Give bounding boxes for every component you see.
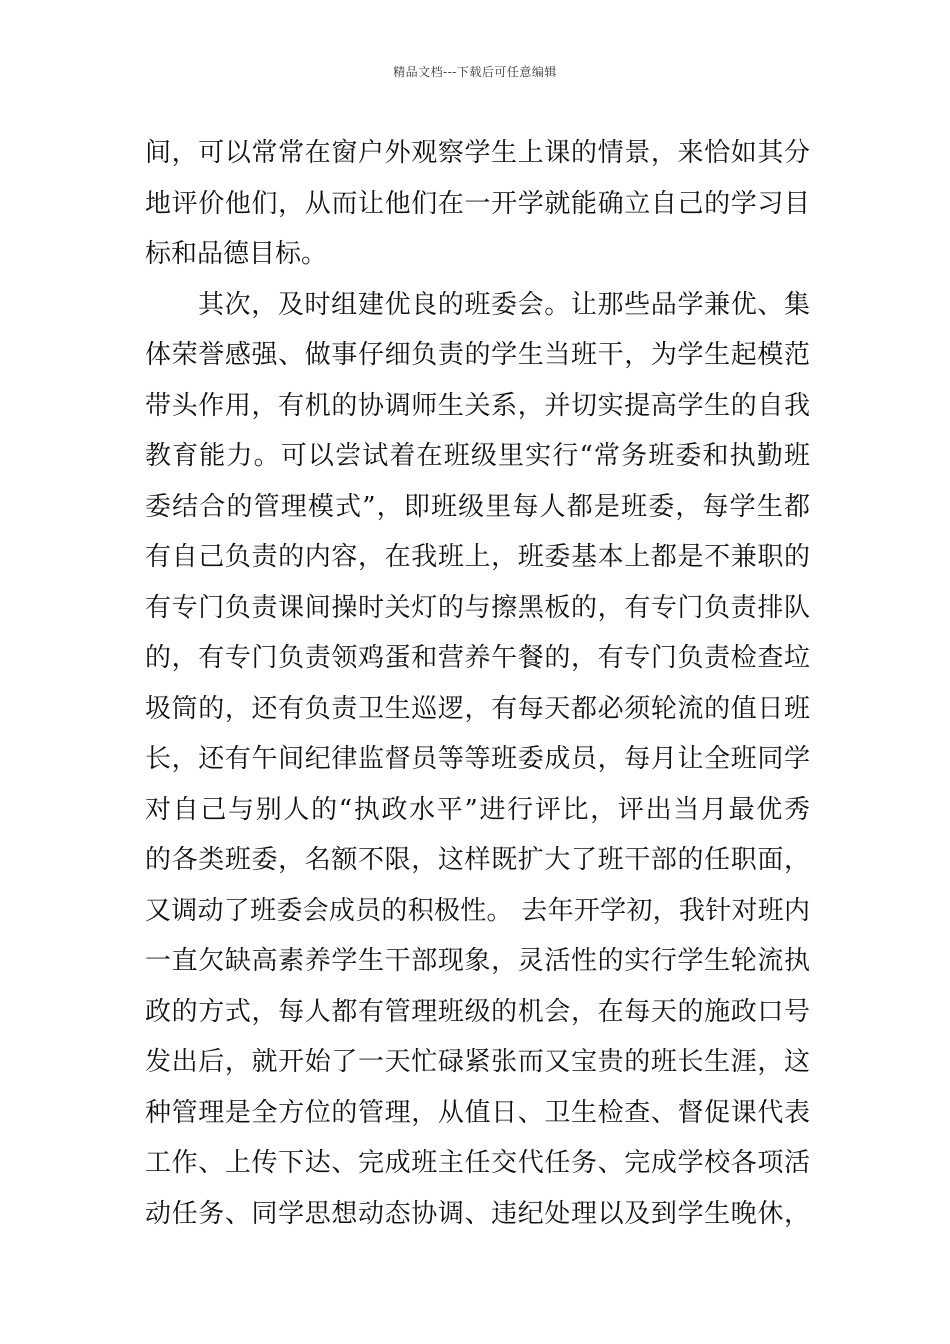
text-line: 政的方式，每人都有管理班级的机会，在每天的施政口号 bbox=[145, 996, 810, 1027]
text-line: 种管理是全方位的管理，从值日、卫生检查、督促课代表 bbox=[145, 1097, 810, 1128]
text-line: 其次，及时组建优良的班委会。让那些品学兼优、集 bbox=[198, 289, 810, 320]
text-line: 工作、上传下达、完成班主任交代任务、完成学校各项活 bbox=[145, 1148, 810, 1178]
text-line: 有自己负责的内容，在我班上，班委基本上都是不兼职的 bbox=[145, 542, 810, 572]
text-line: 圾筒的，还有负责卫生巡逻，有每天都必须轮流的值日班 bbox=[145, 693, 810, 724]
text-line: 地评价他们，从而让他们在一开学就能确立自己的学习目 bbox=[145, 188, 810, 219]
paragraph-1 bbox=[145, 128, 810, 280]
text-line: 有专门负责课间操时关灯的与擦黑板的，有专门负责排队 bbox=[145, 592, 810, 623]
text-line: 长，还有午间纪律监督员等等班委成员，每月让全班同学 bbox=[145, 744, 810, 774]
text-line: 间，可以常常在窗户外观察学生上课的情景，来恰如其分 bbox=[145, 138, 810, 168]
text-line: 标和品德目标。 bbox=[145, 239, 328, 269]
text-line: 的，有专门负责领鸡蛋和营养午餐的，有专门负责检查垃 bbox=[145, 643, 810, 673]
text-line: 的各类班委，名额不限，这样既扩大了班干部的任职面， bbox=[145, 845, 810, 875]
page-header: 精品文档---下载后可任意编辑 bbox=[393, 65, 557, 79]
text-line: 带头作用，有机的协调师生关系，并切实提高学生的自我 bbox=[145, 390, 810, 421]
text-line: 动任务、同学思想动态协调、违纪处理以及到学生晚休， bbox=[145, 1198, 810, 1229]
text-line bbox=[145, 1290, 810, 1341]
text-line: 对自己与别人的“执政水平”进行评比，评出当月最优秀 bbox=[145, 794, 810, 825]
text-line: 又调动了班委会成员的积极性。 去年开学初，我针对班内 bbox=[145, 895, 810, 926]
document-body bbox=[145, 128, 810, 1340]
text-line bbox=[145, 1239, 810, 1290]
text-line: 发出后，就开始了一天忙碌紧张而又宝贵的班长生涯，这 bbox=[145, 1047, 810, 1077]
paragraph-2 bbox=[145, 280, 810, 1341]
text-line: 委结合的管理模式”，即班级里每人都是班委，每学生都 bbox=[145, 491, 810, 522]
text-line: 一直欠缺高素养学生干部现象，灵活性的实行学生轮流执 bbox=[145, 946, 810, 976]
text-line: 教育能力。可以尝试着在班级里实行“常务班委和执勤班 bbox=[145, 441, 810, 471]
text-line: 体荣誉感强、做事仔细负责的学生当班干，为学生起模范 bbox=[145, 340, 810, 370]
